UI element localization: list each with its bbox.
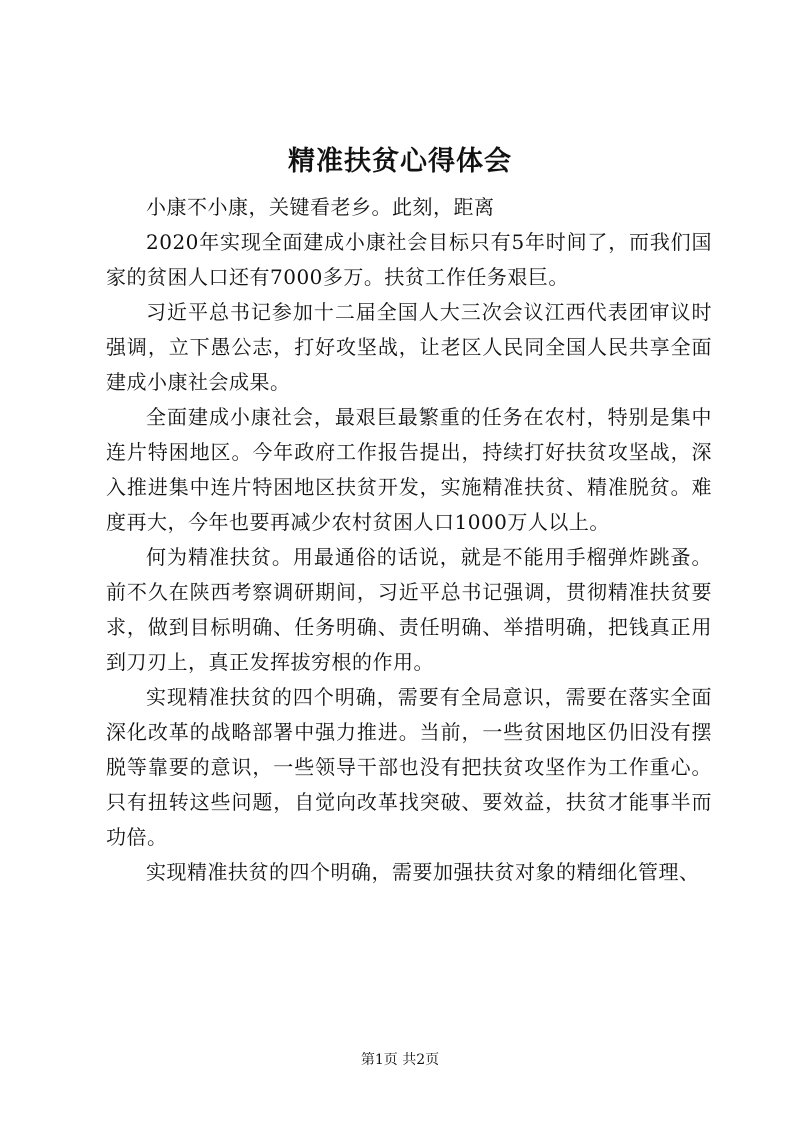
document-body (106, 190, 712, 890)
page-number-footer: 第1页 共2页 (360, 1052, 440, 1068)
document-title: 精准扶贫心得体会 (288, 146, 512, 177)
paragraph: 实现精准扶贫的四个明确，需要有全局意识，需要在落实全面深化改革的战略部署中强力推进。当前，一些贫困地区仍旧没有摆脱等靠要的意识，一些领导干部也没有把扶贫攻坚作为工作重心。只有扭转这些问题，自觉向改革找突破、要效益，扶贫才能事半而功倍。 (106, 685, 712, 849)
paragraph: 习近平总书记参加十二届全国人大三次会议江西代表团审议时强调，立下愚公志，打好攻坚战，让老区人民同全国人民共享全面建成小康社会成果。 (106, 300, 712, 394)
paragraph: 实现精准扶贫的四个明确，需要加强扶贫对象的精细化管理、 (146, 860, 700, 884)
paragraph: 何为精准扶贫。用最通俗的话说，就是不能用手榴弹炸跳蚤。前不久在陕西考察调研期间，习近平总书记强调，贯彻精准扶贫要求，做到目标明确、任务明确、责任明确、举措明确，把钱真正用到刀刃上，真正发挥拔穷根的作用。 (106, 545, 712, 674)
paragraph: 全面建成小康社会，最艰巨最繁重的任务在农村，特别是集中连片特困地区。今年政府工作报告提出，持续打好扶贫攻坚战，深入推进集中连片特困地区扶贫开发，实施精准扶贫、精准脱贫。难度再大，今年也要再减少农村贫困人口1000万人以上。 (106, 405, 712, 534)
paragraph: 2020年实现全面建成小康社会目标只有5年时间了，而我们国家的贫困人口还有7000多万。扶贫工作任务艰巨。 (106, 230, 712, 289)
paragraph: 小康不小康，关键看老乡。此刻，距离 (146, 195, 495, 219)
